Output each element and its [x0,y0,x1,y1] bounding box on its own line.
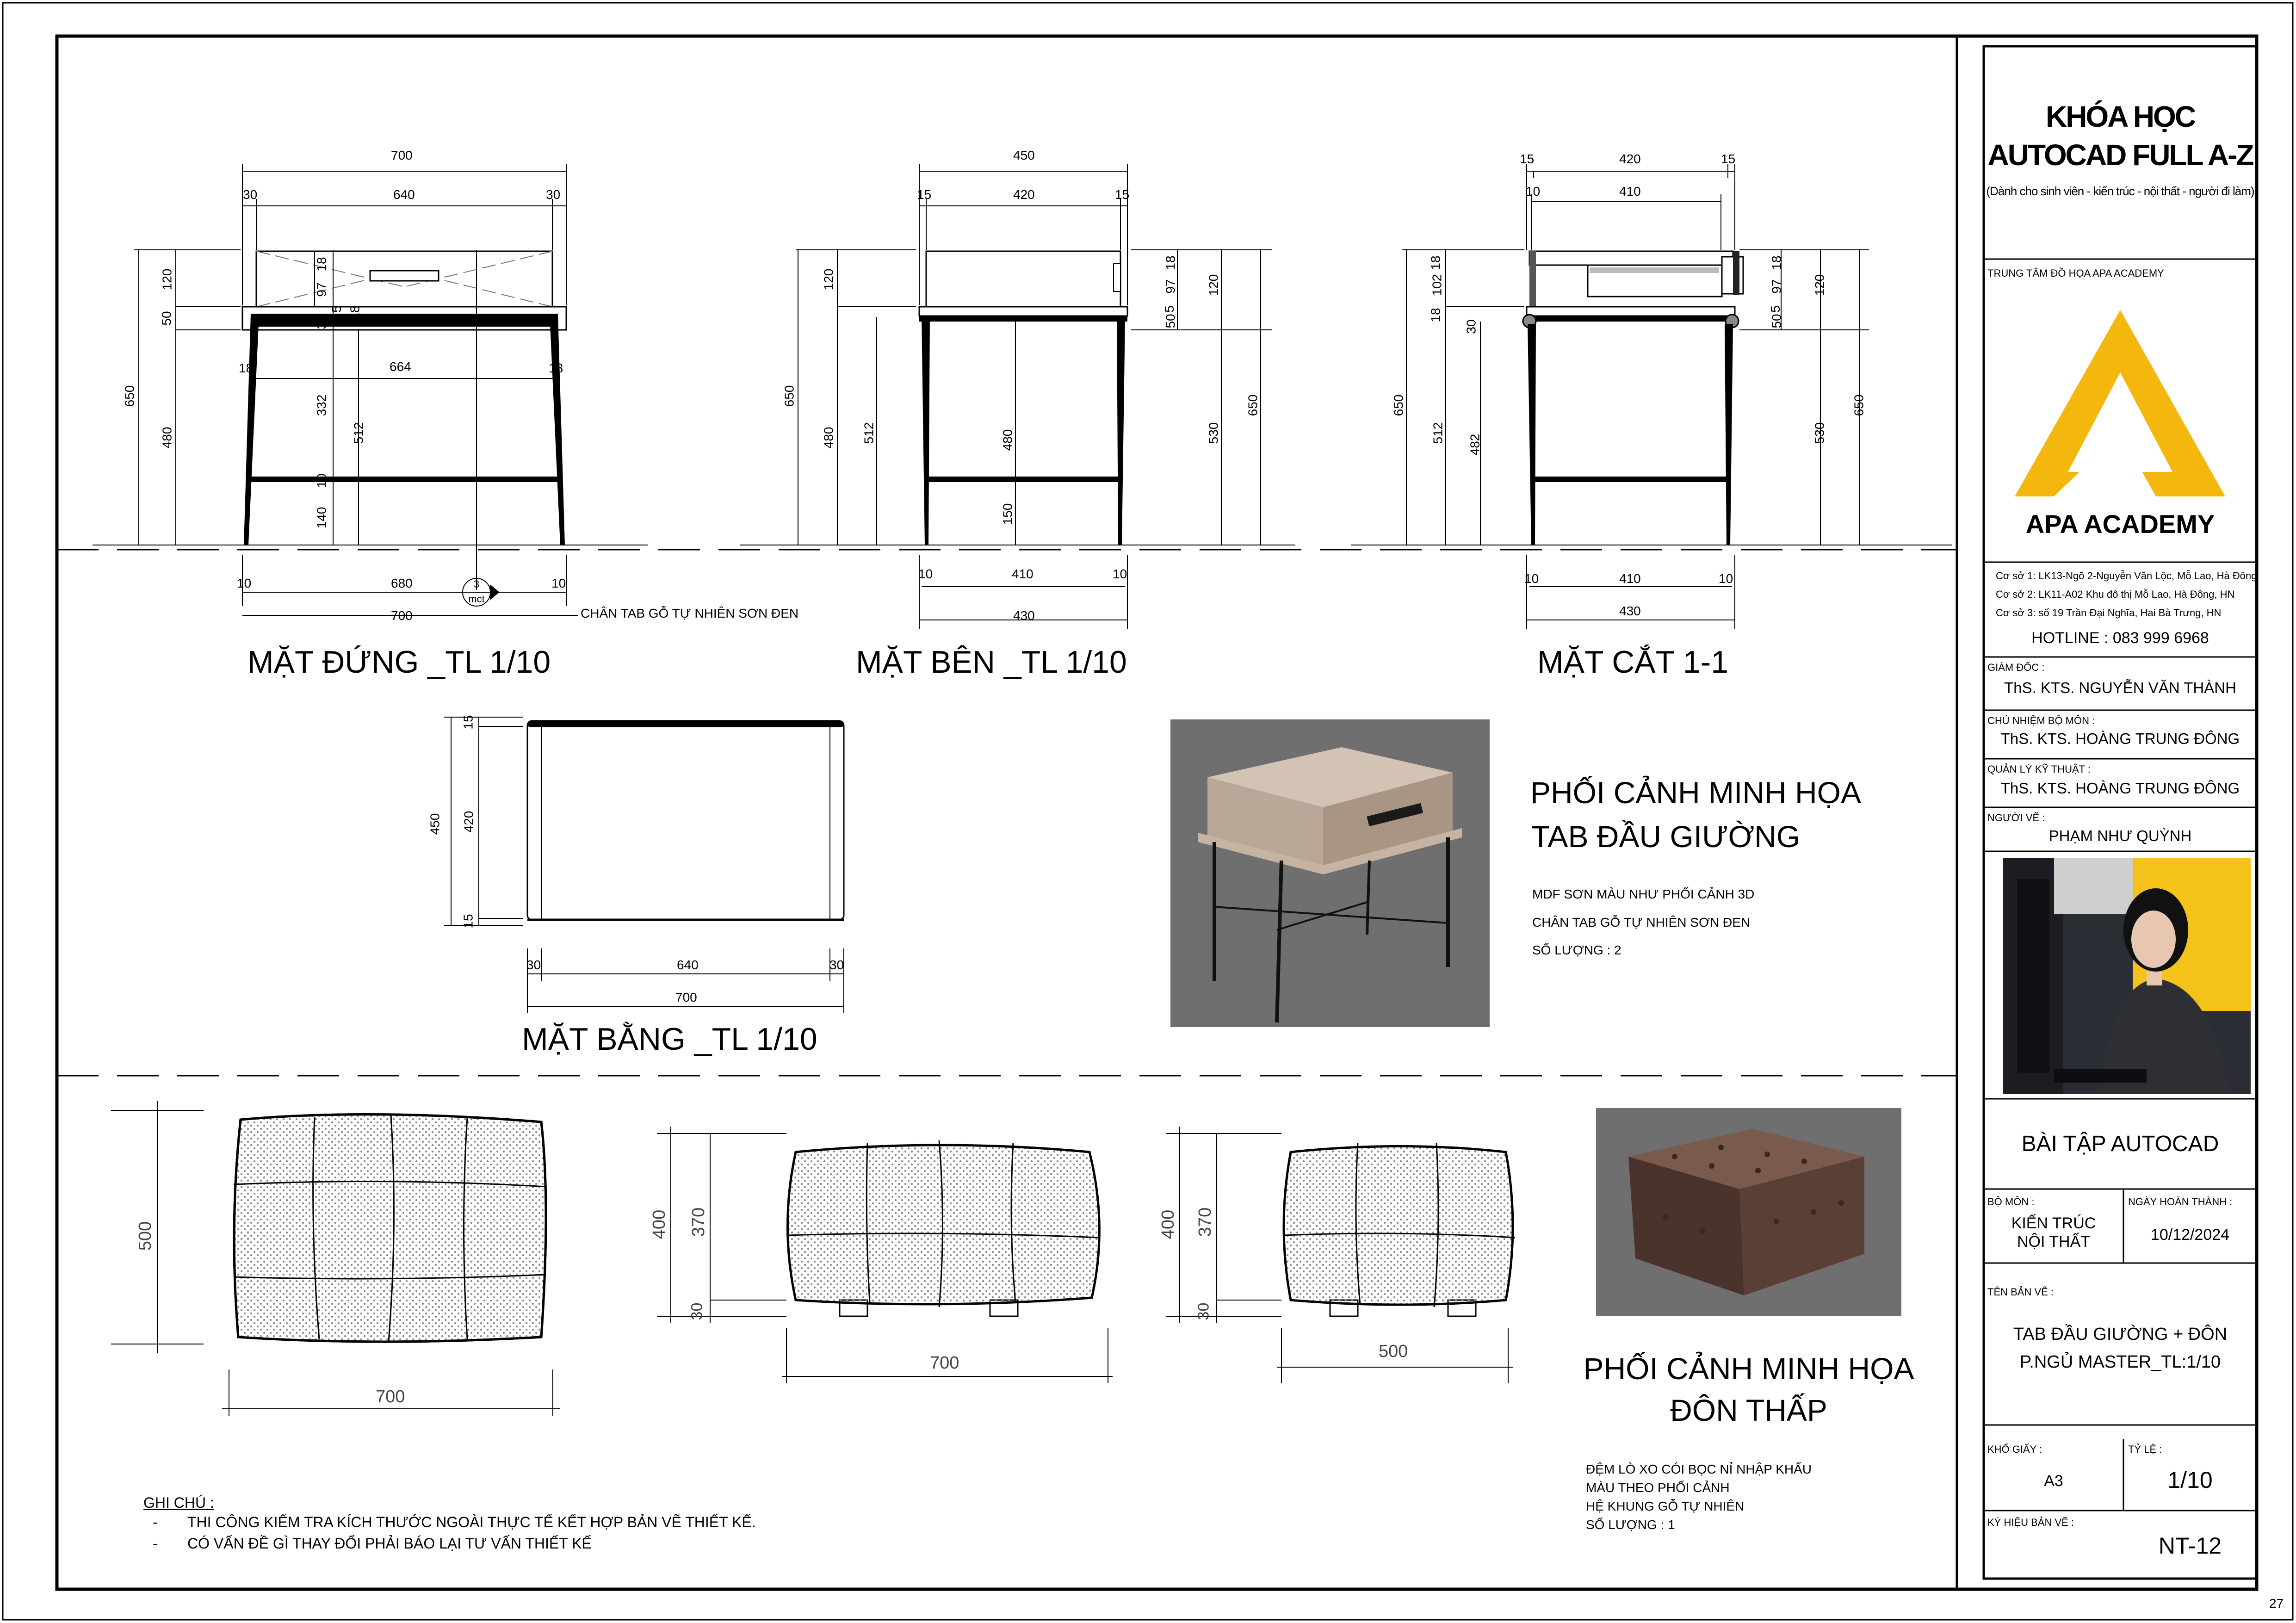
dim-side-r5: 5 [1162,305,1176,313]
dim-stool-top-700: 700 [376,1387,405,1406]
dim-front-30b: 30 [546,187,561,202]
dim-section-102: 102 [1430,274,1444,296]
dim-plan-15a: 15 [461,715,476,730]
dim-side-430: 430 [1013,608,1035,623]
dim-stool-front-400: 400 [650,1209,669,1239]
course-title-line1: KHÓA HỌC [2045,100,2195,133]
section-mark-ref: mct [468,593,485,605]
paper-size: A3 [2044,1472,2063,1490]
dim-front-480: 480 [160,427,174,449]
center-name: TRUNG TÂM ĐỒ HỌA APA ACADEMY [1987,267,2164,279]
dept-line2: NỘI THẤT [2017,1233,2091,1251]
dim-front-18l: 18 [239,361,254,375]
address-2: Cơ sở 2: LK11-A02 Khu đô thị Mỗ Lao, Hà Đông, HN [1996,588,2235,600]
drawing-name-line2: P.NGỦ MASTER_TL:1/10 [2019,1352,2221,1372]
tech-label: QUẢN LÝ KỸ THUẬT : [1987,763,2091,775]
dim-front-5: 5 [329,305,344,313]
dim-section-r97: 97 [1769,279,1784,294]
dim-stool-side-370: 370 [1195,1207,1215,1237]
dim-plan-450: 450 [427,813,442,835]
dim-plan-700: 700 [675,990,697,1004]
course-subtitle: (Dành cho sinh viên - kiến trúc - nội thất - người đi làm) [1986,184,2254,198]
side-dims [796,164,1272,629]
head-label: CHỦ NHIỆM BỘ MÔN : [1987,715,2095,726]
date-label: NGÀY HOÀN THÀNH : [2128,1196,2233,1208]
stool-render [1596,1108,1901,1316]
dim-side-r530: 530 [1206,422,1221,444]
dim-section-r120: 120 [1812,274,1827,296]
nightstand-note-3: SỐ LƯỢNG : 2 [1532,943,1621,957]
tech-name: ThS. KTS. HOÀNG TRUNG ĐÔNG [2000,780,2240,797]
dim-stool-side-500: 500 [1379,1342,1408,1361]
general-note-bullet-2: - [153,1535,158,1552]
nightstand-render-title2: TAB ĐẦU GIƯỜNG [1531,819,1801,854]
dim-side-r50: 50 [1163,314,1178,328]
section-view-title: MẶT CẮT 1-1 [1537,644,1729,680]
drawing-name-label: TÊN BẢN VẼ : [1987,1286,2054,1298]
dim-side-b10b: 10 [1113,567,1127,581]
dim-side-650: 650 [782,385,797,407]
drawing-name-line1: TAB ĐẦU GIƯỜNG + ĐÔN [2013,1325,2228,1344]
section-mark-number: 3 [473,578,480,590]
nightstand-note-2: CHÂN TAB GỖ TỰ NHIÊN SƠN ĐEN [1532,915,1751,929]
dim-front-50: 50 [159,311,174,326]
dim-front-650: 650 [122,385,137,407]
dim-section-r650: 650 [1851,394,1866,416]
dim-front-120: 120 [160,268,174,291]
hotline: HOTLINE : 083 999 6968 [2031,629,2209,647]
front-view-title: MẶT ĐỨNG _TL 1/10 [248,644,551,680]
stool-top-view [234,1115,546,1342]
dim-front-b10b: 10 [551,576,566,590]
code-label: KÝ HIỆU BẢN VẼ : [1987,1517,2074,1528]
dim-section-l18b: 18 [1428,308,1443,322]
drafter-photo [2003,858,2251,1094]
dim-section-30: 30 [1464,319,1479,334]
stool-render-title1: PHỐI CẢNH MINH HỌA [1583,1351,1914,1386]
dim-side-450: 450 [1013,148,1035,162]
dim-side-410: 410 [1012,567,1034,581]
dim-side-b10a: 10 [918,567,933,581]
side-leg-left [922,316,930,545]
side-view-title: MẶT BÊN _TL 1/10 [856,644,1127,680]
completion-date: 10/12/2024 [2150,1226,2230,1244]
inner-frame [57,36,2257,1589]
dim-front-b700: 700 [391,608,413,623]
dim-section-r18: 18 [1769,255,1784,270]
dim-section-420: 420 [1619,152,1641,166]
drawing-code: NT-12 [2158,1533,2222,1559]
dim-front-680: 680 [391,576,413,590]
dim-side-120: 120 [821,268,836,291]
dim-side-m150: 150 [1000,503,1015,525]
leg-note: CHÂN TAB GỖ TỰ NHIÊN SƠN ĐEN [581,606,799,620]
outer-frame [3,3,2293,1620]
dim-side-r650: 650 [1245,394,1260,416]
dim-side-r18: 18 [1163,255,1178,270]
nightstand-render-title1: PHỐI CẢNH MINH HỌA [1530,775,1862,810]
dim-side-r120: 120 [1206,274,1221,296]
dim-plan-15b: 15 [461,914,476,929]
dim-front-332: 332 [314,394,329,416]
drawer-label: NGƯỜI VẼ : [1987,812,2045,824]
page-number: 27 [2269,1596,2284,1611]
dim-stool-side-30: 30 [1194,1302,1213,1320]
front-drawer-handle [370,271,439,281]
dim-front-640: 640 [393,187,415,202]
dim-plan-30b: 30 [829,958,844,972]
stool-render-title2: ĐÔN THẤP [1670,1393,1827,1427]
paper-label: KHỔ GIẤY : [1987,1443,2042,1455]
dim-section-r530: 530 [1812,422,1827,444]
dept-label: BỘ MÔN : [1987,1196,2035,1208]
plan-view-title: MẶT BẰNG _TL 1/10 [522,1022,817,1057]
drawer-name: PHẠM NHƯ QUỲNH [2048,827,2192,844]
dim-plan-30a: 30 [526,958,541,972]
address-3: Cơ sở 3: số 19 Trần Đại Nghĩa, Hai Bà Trưng, HN [1996,607,2222,619]
stool-front-view [786,1140,1099,1316]
dim-section-b410: 410 [1619,571,1641,586]
dim-stool-front-700: 700 [930,1353,959,1373]
dim-plan-420: 420 [461,811,476,833]
stool-note-3: HỆ KHUNG GỖ TỰ NHIÊN [1586,1499,1745,1513]
general-note-2: CÓ VẤN ĐỀ GÌ THAY ĐỔI PHẢI BÁO LẠI TƯ VẤN THIẾT KẾ [187,1535,592,1552]
side-leg-right [1117,316,1125,545]
dim-section-b10b: 10 [1719,571,1733,586]
dim-front-18a: 18 [314,257,329,272]
dim-side-420: 420 [1013,187,1035,202]
head-name: ThS. KTS. HOÀNG TRUNG ĐÔNG [2000,730,2240,747]
dim-section-15a: 15 [1520,152,1535,166]
dim-section-15b: 15 [1721,152,1736,166]
course-title-line2: AUTOCAD FULL A-Z [1987,138,2253,172]
dim-front-30a: 30 [243,187,258,202]
dim-section-r5: 5 [1768,305,1782,313]
dim-section-10: 10 [1526,184,1541,198]
section-dims [1402,164,1869,629]
exercise-title: BÀI TẬP AUTOCAD [2021,1132,2219,1156]
dim-front-512: 512 [351,422,366,444]
dim-front-30: 30 [314,315,329,329]
dim-section-650: 650 [1391,394,1406,416]
nightstand-render [1170,719,1490,1027]
dim-side-r97: 97 [1163,279,1178,294]
stool-note-1: ĐỆM LÒ XO CÓI BỌC NỈ NHẬP KHẨU [1586,1462,1812,1476]
dim-front-664: 664 [390,359,411,374]
dim-side-15b: 15 [1115,187,1130,202]
apa-logo [2015,310,2225,496]
scale-label: TỶ LỆ : [2128,1443,2162,1455]
dim-stool-front-370: 370 [689,1207,709,1237]
dim-front-97: 97 [314,282,329,297]
dim-stool-side-400: 400 [1158,1209,1178,1239]
scale-value: 1/10 [2167,1467,2213,1493]
stool-note-2: MÀU THEO PHỐI CẢNH [1586,1481,1730,1495]
dim-section-512: 512 [1430,422,1445,444]
general-notes-title: GHI CHÚ : [143,1494,214,1511]
dim-front-10: 10 [314,473,329,488]
director-name: ThS. KTS. NGUYỄN VĂN THÀNH [2004,679,2236,696]
dim-front-18b: 18 [347,305,362,320]
front-leg-right [550,314,565,545]
dim-front-700: 700 [391,148,413,162]
dim-side-480: 480 [821,427,836,449]
dim-plan-640: 640 [677,958,699,972]
stool-side-view [1284,1143,1515,1316]
address-1: Cơ sở 1: LK13-Ngõ 2-Nguyễn Văn Lộc, Mỗ Lao, Hà Đông [1996,570,2257,582]
dim-front-140: 140 [314,507,329,529]
dim-front-b10a: 10 [237,576,252,590]
dim-section-b430: 430 [1619,604,1641,618]
dim-section-482: 482 [1467,434,1482,456]
front-leg-left [244,314,259,545]
dim-front-18r: 18 [549,361,563,375]
front-stretcher [246,477,563,482]
general-note-1: THI CÔNG KIỂM TRA KÍCH THƯỚC NGOÀI THỰC TẾ KẾT HỢP BẢN VẼ THIẾT KẾ. [187,1514,756,1530]
front-dims [134,164,578,615]
logo-text: APA ACADEMY [2025,509,2215,539]
plan-view [527,721,844,920]
dim-side-m480: 480 [1000,429,1015,451]
dim-stool-front-30: 30 [688,1302,706,1320]
dim-stool-top-500: 500 [136,1221,155,1251]
dim-side-15a: 15 [917,187,932,202]
dim-section-l18a: 18 [1428,255,1443,270]
dept-line1: KIẾN TRÚC [2011,1214,2096,1232]
dim-side-512: 512 [861,422,876,444]
dim-section-r50: 50 [1769,314,1784,328]
general-note-bullet-1: - [153,1514,158,1530]
nightstand-note-1: MDF SƠN MÀU NHƯ PHỐI CẢNH 3D [1532,887,1755,901]
director-label: GIÁM ĐỐC : [1987,662,2045,673]
stool-note-4: SỐ LƯỢNG : 1 [1586,1518,1675,1532]
dim-section-b10a: 10 [1524,571,1539,586]
dim-section-410: 410 [1619,184,1641,198]
